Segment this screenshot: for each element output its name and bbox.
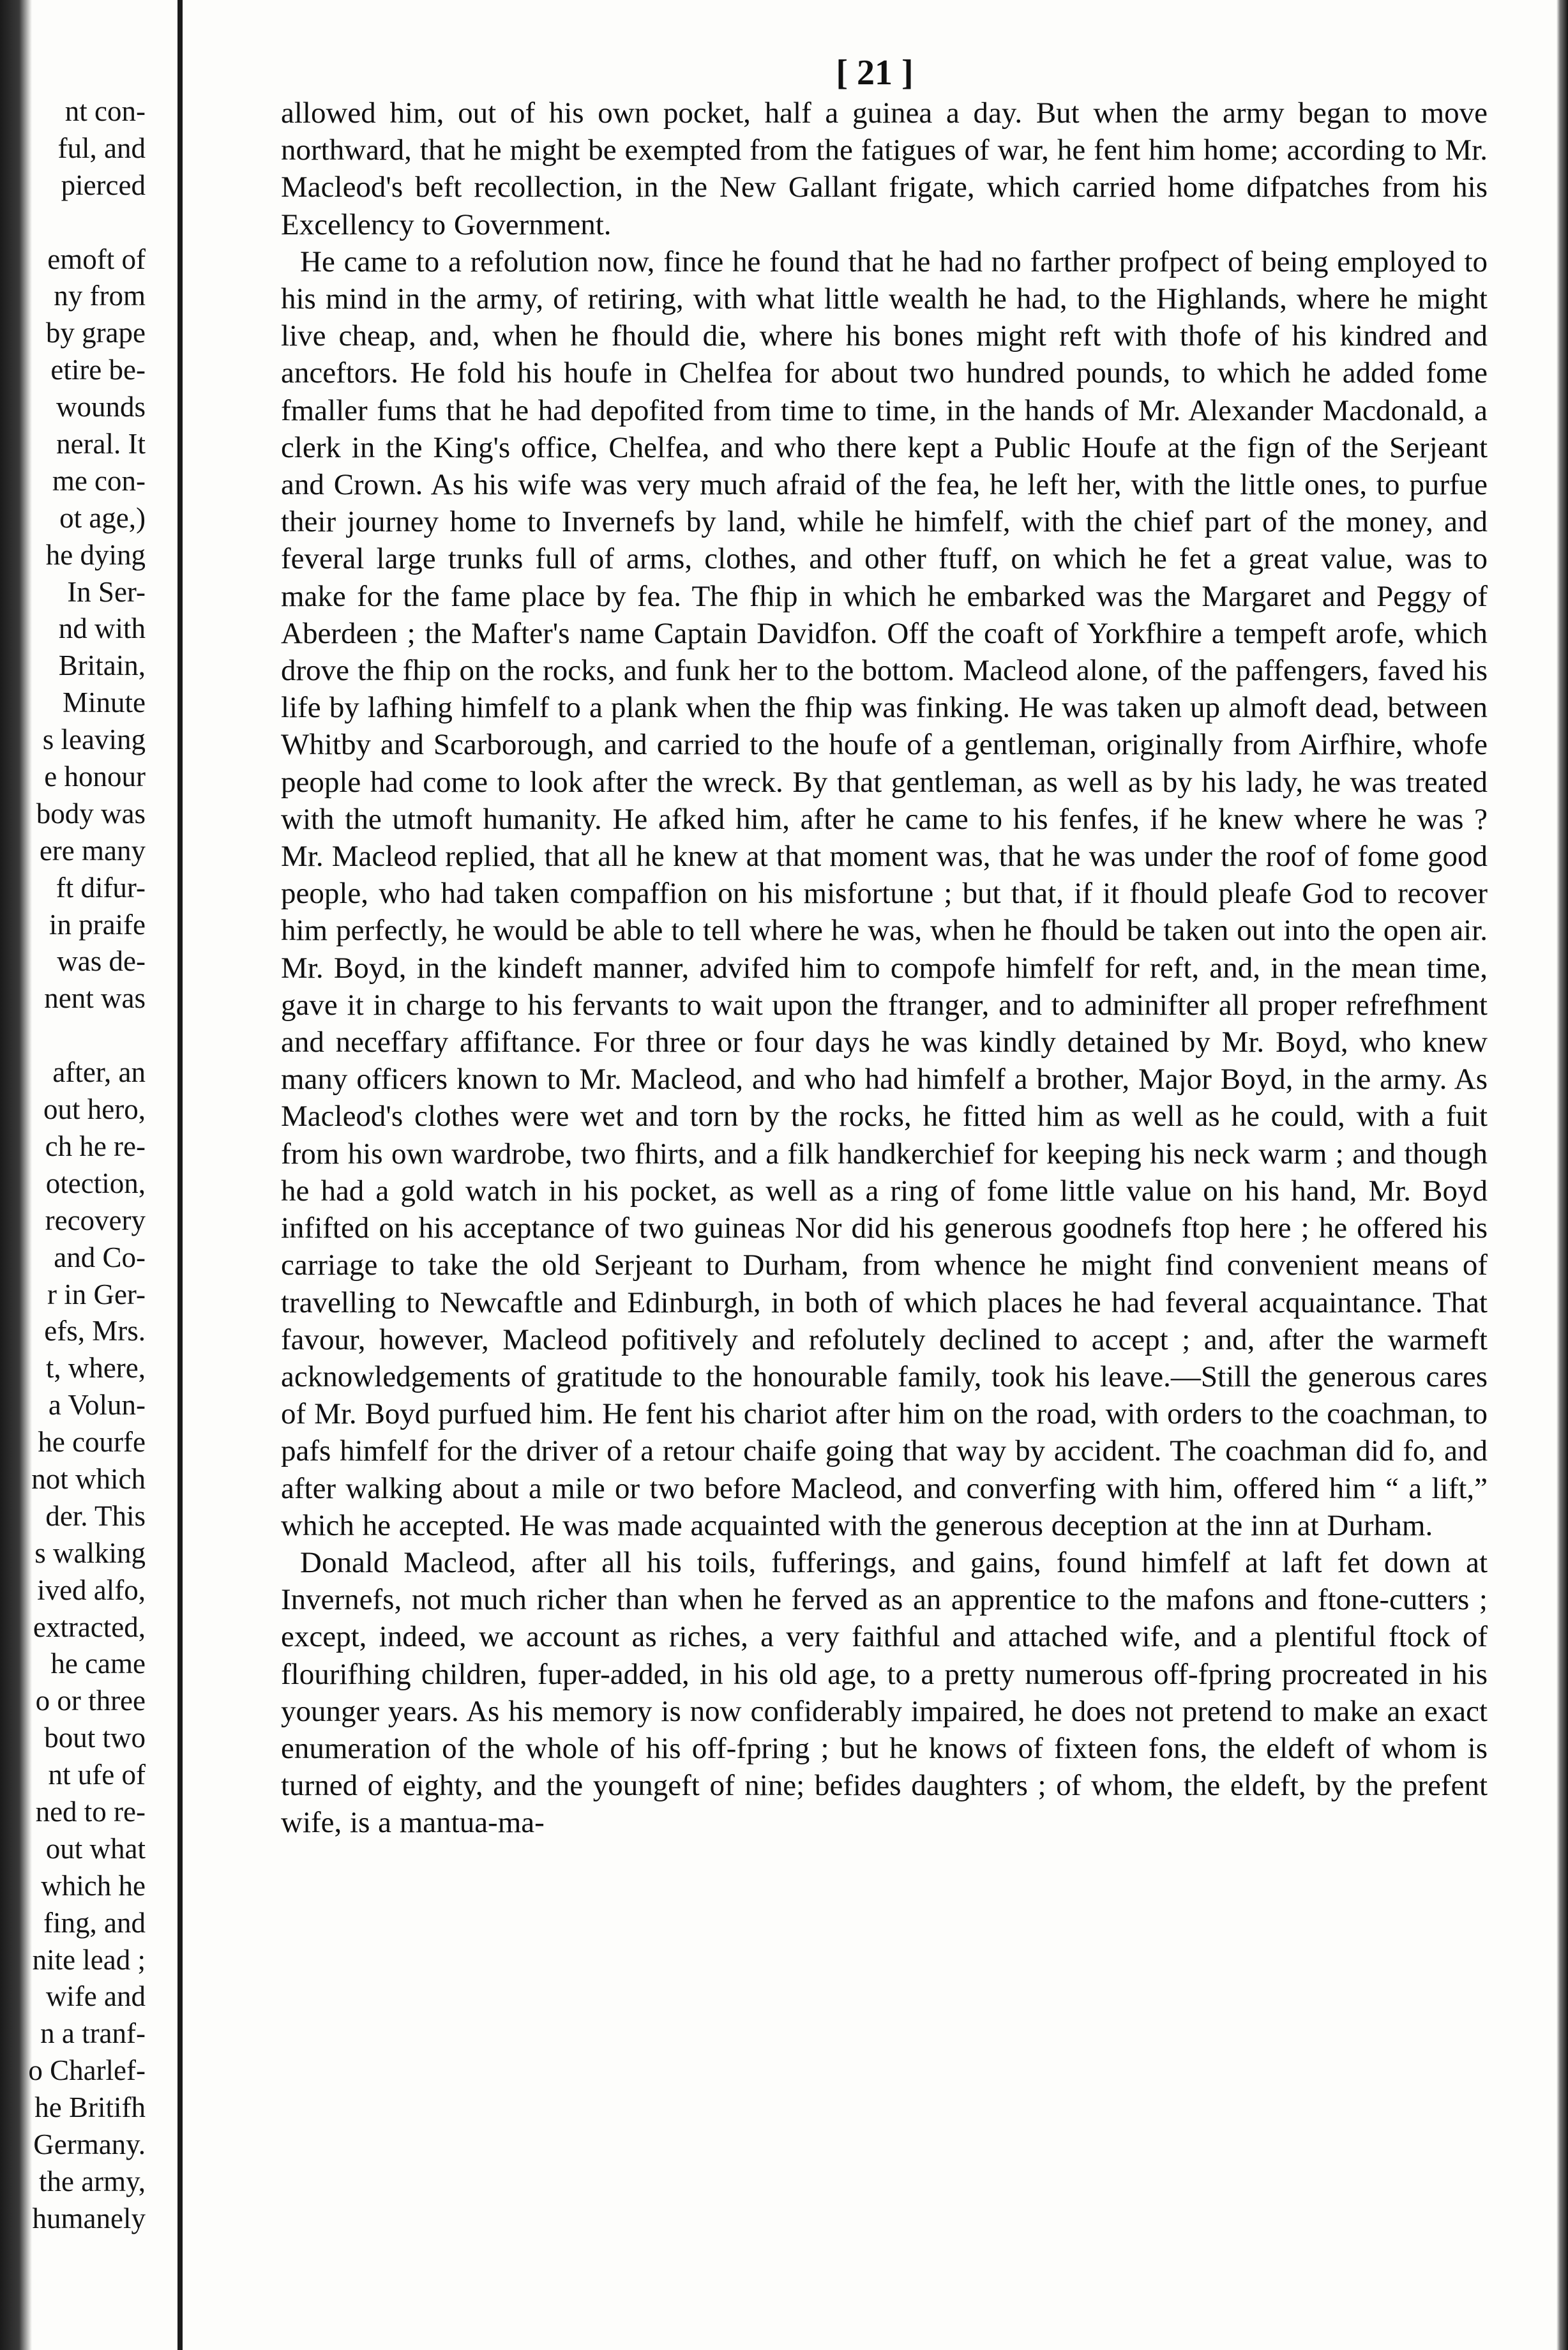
- text-fragment: wife and: [45, 1980, 146, 2013]
- text-fragment: o or three: [35, 1685, 146, 1717]
- text-fragment: ot age,): [59, 501, 146, 534]
- text-fragment: he dying: [45, 538, 146, 571]
- text-fragment: r in Ger-: [47, 1278, 146, 1310]
- text-fragment: a Volun-: [48, 1389, 146, 1421]
- gutter-rule: [177, 0, 183, 2350]
- paragraph-3: Donald Macleod, after all his toils, fufferings, and gains, found himfelf at laft fet down at Invernefs, not much richer than when he ferved as an apprentice to the mafons and ftone-cutters ; except, indeed, we account as riches, a very faithful and attached wife, and a plentiful ftock of flourifhing children, fuper-added, in his old age, to a pretty numerous off-fpring procreated in his younger years. As his memory is now confiderably impaired, he does not pretend to make an exact enumeration of the whole of his off-fpring ; but he knows of fixteen fons, the eldeft of whom is turned of eighty, and the youngeft of nine; befides daughters ; of whom, the eldeft, by the prefent wife, is a mantua-ma-: [281, 1545, 1488, 1840]
- text-fragment: otection,: [45, 1167, 146, 1199]
- text-fragment: extracted,: [33, 1611, 146, 1643]
- text-fragment: n a tranf-: [40, 2017, 146, 2050]
- fragment-gap: [0, 204, 146, 241]
- paragraph-1: allowed him, out of his own pocket, half a guinea a day. But when the army began to move northward, that he might be exempted from the fatigues of war, he fent him home; according to Mr. Macleod's beft recollection, in the New Gallant frigate, which carried home difpatches from his Excellency to Government.: [281, 96, 1488, 241]
- fragment-gap: [0, 1017, 146, 1054]
- text-fragment: o Charlef-: [28, 2054, 146, 2087]
- text-fragment: out hero,: [43, 1093, 146, 1126]
- text-fragment: not which: [31, 1462, 146, 1495]
- text-fragment: s leaving: [42, 724, 146, 756]
- text-fragment: body was: [36, 797, 146, 830]
- text-fragment: the army,: [38, 2165, 146, 2197]
- text-fragment: out what: [45, 1832, 146, 1865]
- text-fragment: ft difur-: [56, 871, 146, 904]
- page-number: [ 21 ]: [836, 53, 914, 93]
- text-fragment: in praife: [49, 908, 146, 941]
- text-fragment: nt ufe of: [48, 1759, 146, 1791]
- text-fragment: der. This: [45, 1499, 146, 1532]
- text-fragment: emoft of: [47, 243, 146, 275]
- text-fragment: nent was: [44, 982, 146, 1015]
- text-fragment: was de-: [57, 945, 146, 978]
- text-fragment: etire be-: [50, 354, 146, 386]
- text-fragment: ere many: [39, 834, 146, 867]
- text-fragment: ned to re-: [35, 1795, 146, 1828]
- text-fragment: fing, and: [43, 1906, 146, 1939]
- text-fragment: nt con-: [64, 95, 146, 127]
- text-fragment: nd with: [58, 612, 146, 645]
- text-fragment: and Co-: [54, 1241, 146, 1273]
- text-fragment: he courfe: [38, 1426, 146, 1459]
- text-fragment: bout two: [44, 1722, 146, 1754]
- page-edge-shadow: [1557, 0, 1568, 2350]
- text-fragment: by grape: [45, 317, 146, 349]
- text-fragment: Minute: [63, 686, 146, 719]
- text-fragment: Britain,: [58, 649, 146, 682]
- text-fragment: neral. It: [56, 428, 146, 460]
- text-fragment: ived alfo,: [37, 1573, 146, 1606]
- text-fragment: Germany.: [33, 2128, 146, 2160]
- text-fragment: s walking: [34, 1536, 146, 1569]
- text-fragment: In Ser-: [67, 575, 146, 608]
- facing-page-text-fragments: [0, 93, 146, 2328]
- text-fragment: ch he re-: [45, 1130, 146, 1162]
- text-fragment: wounds: [56, 391, 146, 423]
- text-fragment: ful, and: [57, 132, 146, 164]
- text-fragment: he Britifh: [34, 2091, 146, 2124]
- text-fragment: e honour: [44, 761, 146, 793]
- text-fragment: which he: [41, 1869, 146, 1902]
- paragraph-2: He came to a refolution now, fince he found that he had no farther profpect of being employed to his mind in the army, of retiring, with what little wealth he had, to the Highlands, where he might live cheap, and, when he fhould die, where his bones might reft with thofe of his kindred and anceftors. He fold his houfe in Chelfea for about two hundred pounds, to which he added fome fmaller fums that he had depofited from time to time, in the hands of Mr. Alexander Macdonald, a clerk in the King's office, Chelfea, and who there kept a Public Houfe at the fign of the Serjeant and Crown. As his wife was very much afraid of the fea, he left her, with the little ones, to purfue their journey home to Invernefs by land, while he himfelf, with the chief part of the money, and feveral large trunks full of arms, clothes, and other ftuff, on which he fet a great value, was to make for the fame place by fea. The fhip in which he embarked was the Margaret and Peggy of Aberdeen ; the Mafter's name Captain Davidfon. Off the coaft of Yorkfhire a tempeft arofe, which drove the fhip on the rocks, and funk her to the bottom. Macleod alone, of the paffengers, faved his life by lafhing himfelf to a plank when the fhip was finking. He was taken up almoft dead, between Whitby and Scarborough, and carried to the houfe of a gentleman, originally from Airfhire, whofe people had come to look after the wreck. By that gentleman, as well as by his lady, he was treated with the utmoft humanity. He afked him, after he came to his fenfes, if he knew where he was ? Mr. Macleod replied, that all he knew at that moment was, that he was under the roof of fome good people, who had taken compaffion on his misfortune ; but that, if it fhould pleafe God to recover him perfectly, he would be able to tell where he was, when he fhould be taken out into the open air. Mr. Boyd, in the kindeft manner, advifed him to compofe himfelf for reft, and, in the mean time, gave it in charge to his fervants to wait upon the ftranger, and to adminifter all proper refrefhment and neceffary affiftance. For three or four days he was kindly detained by Mr. Boyd, who knew many officers known to Mr. Macleod, and who had himfelf a brother, Major Boyd, in the army. As Macleod's clothes were wet and torn by the rocks, he fitted him as well as he could, with a fuit from his own wardrobe, two fhirts, and a filk handkerchief for keeping his neck warm ; and though he had a gold watch in his pocket, as well as a ring of fome little value on his hand, Mr. Boyd infifted on his acceptance of two guineas Nor did his generous goodnefs ftop here ; he offered his carriage to take the old Serjeant to Durham, from whence he might find convenient means of travelling to Newcaftle and Edinburgh, in both of which places he had feveral acquaintance. That favour, however, Macleod pofitively and refolutely declined to accept ; and, after the warmeft acknowledgements of gratitude to the honourable family, took his leave.—Still the generous cares of Mr. Boyd purfued him. He fent his chariot after him on the road, with orders to the coachman, to pafs himfelf for the driver of a retour chaife going that way by accident. The coachman did fo, and after walking about a mile or two before Macleod, and converfing with him, offered him “ a lift,” which he accepted. He was made acquainted with the generous deception at the inn at Durham.: [281, 245, 1488, 1542]
- text-fragment: humanely: [32, 2202, 146, 2234]
- text-fragment: efs, Mrs.: [44, 1315, 146, 1347]
- text-fragment: after, an: [52, 1056, 146, 1089]
- text-fragment: pierced: [61, 169, 146, 201]
- text-fragment: ny from: [54, 280, 146, 312]
- main-text-column: [281, 95, 1488, 2323]
- text-fragment: nite lead ;: [32, 1943, 146, 1976]
- text-fragment: me con-: [52, 464, 146, 497]
- text-fragment: he came: [50, 1648, 146, 1680]
- text-fragment: recovery: [45, 1204, 146, 1236]
- text-fragment: t, where,: [45, 1352, 146, 1384]
